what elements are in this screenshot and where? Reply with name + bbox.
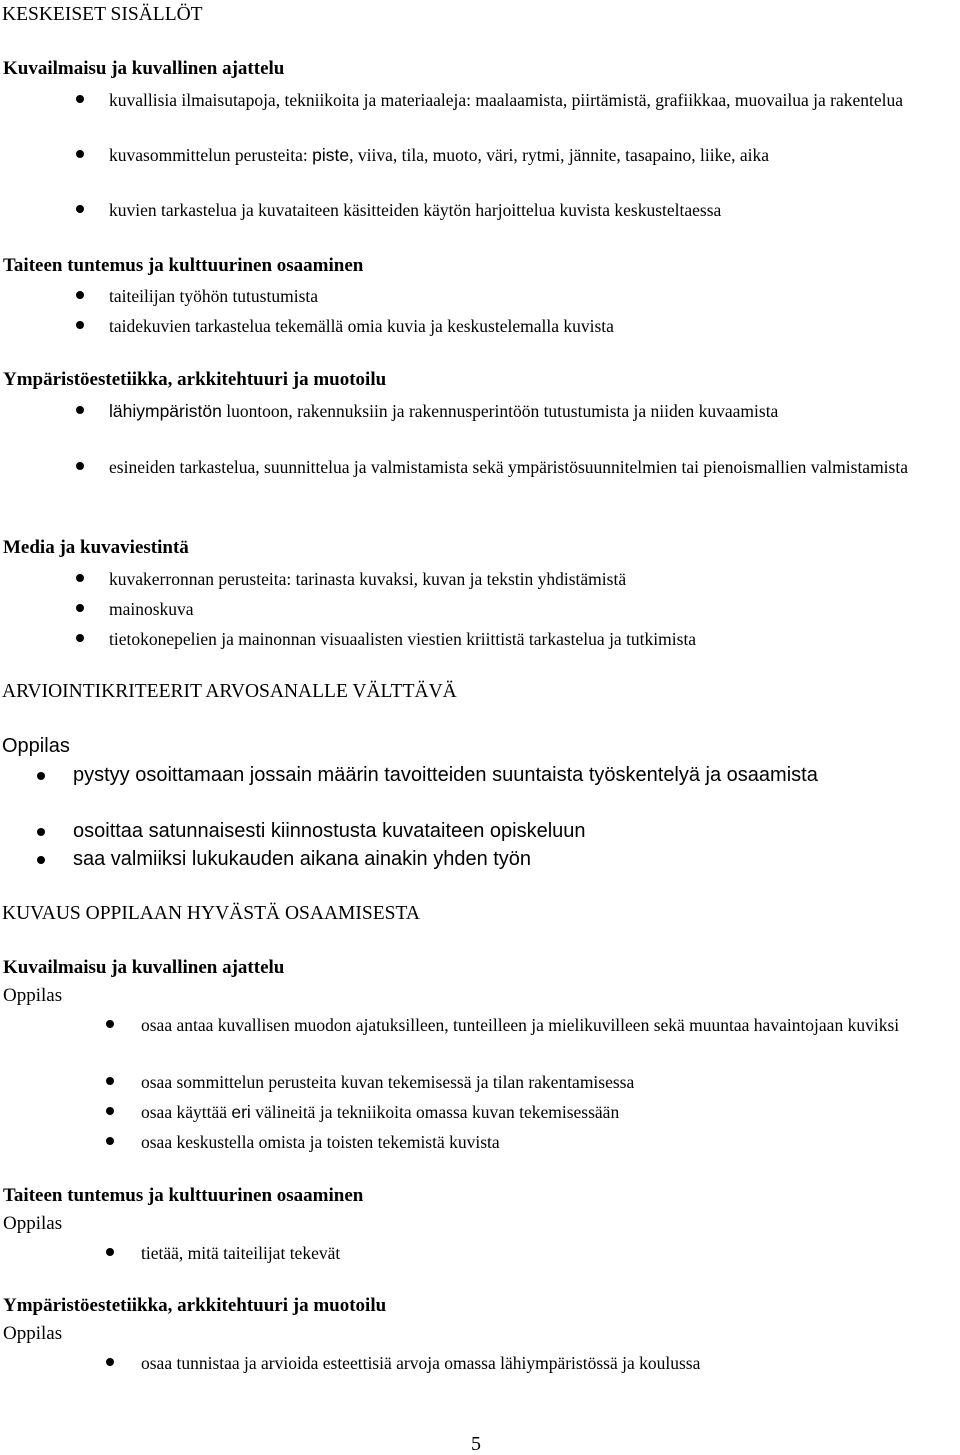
section-subject: Oppilas: [3, 985, 63, 1006]
section-subject: Oppilas: [3, 1323, 63, 1344]
bullet-icon: [76, 291, 84, 299]
list-item: [109, 565, 957, 595]
list-item-text: osaa keskustella omista ja toisten tekemistä kuvista: [141, 1132, 500, 1152]
list-item-text: kuvallisia ilmaisutapoja, tekniikoita ja materiaaleja: maalaamista, piirtämistä, grafiikkaa, muovailua ja rakentelua: [109, 90, 904, 110]
bullet-icon: [37, 856, 45, 864]
section-subject: Oppilas: [3, 1213, 63, 1234]
section-heading: Ympäristöestetiikka, arkkitehtuuri ja muotoilu: [3, 369, 387, 390]
bullet-icon: [106, 1107, 114, 1115]
list-item: [109, 282, 957, 312]
good-title: KUVAUS OPPILAAN HYVÄSTÄ OSAAMISESTA: [2, 903, 420, 924]
list-item: [109, 312, 957, 340]
criteria-title: ARVIOINTIKRITEERIT ARVOSANALLE VÄLTTÄVÄ: [2, 681, 457, 702]
bullet-icon: [106, 1077, 114, 1085]
bullet-icon: [106, 1020, 114, 1028]
list-item: [109, 141, 957, 196]
bullet-icon: [76, 604, 84, 612]
section-heading: Taiteen tuntemus ja kulttuurinen osaaminen: [3, 1185, 364, 1206]
list-item-text: [109, 141, 957, 169]
bullet-icon: [76, 574, 84, 582]
content-list: [109, 565, 957, 653]
content-list: [109, 86, 957, 224]
list-item-text: kuvien tarkastelua ja kuvataiteen käsitteiden käytön harjoittelua kuvista keskusteltaessa: [109, 200, 722, 220]
section-heading: Ympäristöestetiikka, arkkitehtuuri ja muotoilu: [3, 1295, 387, 1316]
text-before: osaa käyttää: [141, 1102, 232, 1122]
list-item-text: tietää, mitä taiteilijat tekevät: [141, 1243, 341, 1263]
bullet-icon: [76, 406, 84, 414]
list-item: [73, 817, 958, 845]
criteria-list: [73, 761, 958, 873]
emphasized-word: piste: [312, 145, 350, 165]
list-item: [73, 761, 958, 817]
list-item-text: osaa antaa kuvallisen muodon ajatuksilleen, tunteilleen ja mielikuvilleen sekä muuntaa havaintojaan kuviksi: [141, 1015, 900, 1035]
list-item-text: saa valmiiksi lukukauden aikana ainakin yhden työn: [73, 848, 532, 870]
page-number: 5: [471, 1433, 481, 1455]
list-item-text: mainoskuva: [109, 599, 194, 619]
text-after: luontoon, rakennuksiin ja rakennusperintöön tutustumista ja niiden kuvaamista: [221, 401, 779, 421]
list-item-text: esineiden tarkastelua, suunnittelua ja valmistamista sekä ympäristösuunnitelmien tai pienoismallien valmistamista: [109, 457, 908, 477]
list-item-text: taidekuvien tarkastelua tekemällä omia kuvia ja keskustelemalla kuvista: [109, 316, 614, 336]
list-item: [109, 595, 957, 625]
section-heading: Taiteen tuntemus ja kulttuurinen osaaminen: [3, 255, 364, 276]
list-item-text: kuvakerronnan perusteita: tarinasta kuvaksi, kuvan ja tekstin yhdistämistä: [109, 569, 627, 589]
content-list: [109, 282, 957, 340]
bullet-icon: [76, 150, 84, 158]
list-item-text: osaa tunnistaa ja arvioida esteettisiä arvoja omassa lähiympäristössä ja koulussa: [141, 1353, 701, 1373]
page-title: KESKEISET SISÄLLÖT: [2, 4, 203, 25]
bullet-icon: [76, 205, 84, 213]
list-item: [109, 625, 957, 653]
list-item-text: osoittaa satunnaisesti kiinnostusta kuvataiteen opiskeluun: [73, 820, 586, 842]
list-item-text: [141, 1098, 958, 1126]
list-item: [141, 1098, 958, 1128]
list-item: [109, 86, 957, 141]
section-heading: Media ja kuvaviestintä: [3, 537, 189, 558]
emphasized-word: eri: [231, 1102, 251, 1122]
bullet-icon: [106, 1358, 114, 1366]
list-item: [109, 397, 957, 453]
text-before: kuvasommittelun perusteita:: [109, 145, 313, 165]
list-item-text: pystyy osoittamaan jossain määrin tavoitteiden suuntaista työskentelyä ja osaamista: [73, 764, 818, 786]
bullet-icon: [37, 828, 45, 836]
bullet-icon: [106, 1137, 114, 1145]
good-list: [141, 1349, 958, 1377]
list-item-text: [109, 397, 957, 425]
list-item: [109, 453, 957, 508]
text-after: välineitä ja tekniikoita omassa kuvan tekemisessään: [250, 1102, 620, 1122]
good-list: [141, 1239, 958, 1267]
list-item-text: taiteilijan työhön tutustumista: [109, 286, 319, 306]
section-heading: Kuvailmaisu ja kuvallinen ajattelu: [3, 58, 285, 79]
list-item: [141, 1349, 958, 1377]
bullet-icon: [37, 772, 45, 780]
list-item: [109, 196, 957, 224]
list-item: [141, 1128, 958, 1156]
list-item: [141, 1239, 958, 1267]
content-list: [109, 397, 957, 508]
section-heading: Kuvailmaisu ja kuvallinen ajattelu: [3, 957, 285, 978]
list-item-text: tietokonepelien ja mainonnan visuaalisten viestien kriittistä tarkastelua ja tutkimista: [109, 629, 697, 649]
good-list: [141, 1011, 958, 1156]
bullet-icon: [76, 95, 84, 103]
text-after: , viiva, tila, muoto, väri, rytmi, jännite, tasapaino, liike, aika: [349, 145, 770, 165]
bullet-icon: [76, 462, 84, 470]
emphasized-word: lähiympäristön: [109, 401, 222, 421]
criteria-subject: Oppilas: [2, 735, 70, 757]
list-item: [141, 1011, 958, 1068]
list-item: [73, 845, 958, 873]
list-item: [141, 1068, 958, 1098]
list-item-text: osaa sommittelun perusteita kuvan tekemisessä ja tilan rakentamisessa: [141, 1072, 635, 1092]
bullet-icon: [76, 321, 84, 329]
bullet-icon: [76, 634, 84, 642]
bullet-icon: [106, 1248, 114, 1256]
